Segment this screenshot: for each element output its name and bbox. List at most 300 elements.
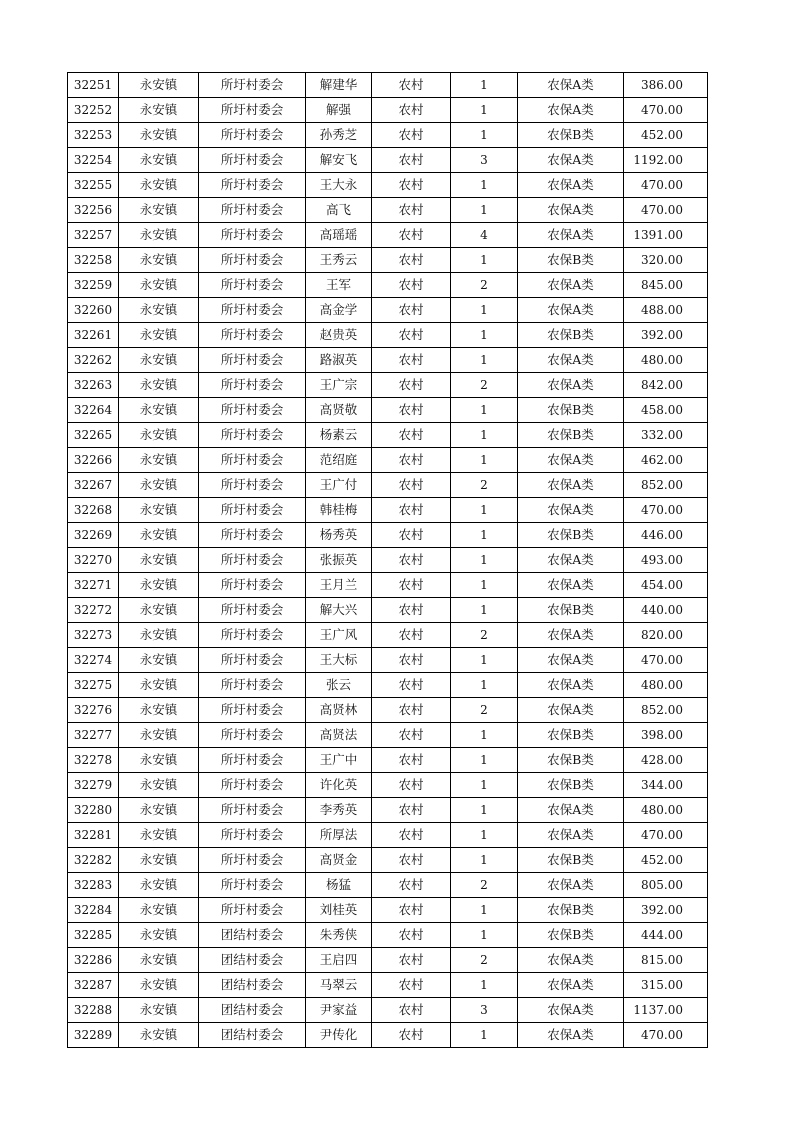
table-row [68,123,708,148]
person-name-cell: 朱秀侠 [306,923,372,948]
area-type-cell: 农村 [372,323,451,348]
record-id-cell: 32287 [68,973,119,998]
table-row [68,523,708,548]
insurance-category-cell: 农保B类 [518,523,624,548]
insurance-category-cell: 农保A类 [518,348,624,373]
household-count-cell: 2 [451,698,518,723]
town-cell: 永安镇 [119,748,199,773]
town-cell: 永安镇 [119,823,199,848]
insurance-category-cell: 农保A类 [518,173,624,198]
insurance-category-cell: 农保A类 [518,298,624,323]
amount-cell: 444.00 [624,923,708,948]
table-row [68,323,708,348]
town-cell: 永安镇 [119,673,199,698]
table-row [68,373,708,398]
insurance-category-cell: 农保A类 [518,273,624,298]
table-row [68,873,708,898]
village-committee-cell: 所圩村委会 [199,73,306,98]
village-committee-cell: 所圩村委会 [199,148,306,173]
town-cell: 永安镇 [119,273,199,298]
table-row [68,698,708,723]
area-type-cell: 农村 [372,373,451,398]
village-committee-cell: 团结村委会 [199,973,306,998]
area-type-cell: 农村 [372,73,451,98]
person-name-cell: 孙秀芝 [306,123,372,148]
insurance-category-cell: 农保A类 [518,798,624,823]
record-id-cell: 32258 [68,248,119,273]
amount-cell: 842.00 [624,373,708,398]
village-committee-cell: 所圩村委会 [199,673,306,698]
person-name-cell: 解建华 [306,73,372,98]
record-id-cell: 32276 [68,698,119,723]
area-type-cell: 农村 [372,398,451,423]
household-count-cell: 2 [451,623,518,648]
household-count-cell: 1 [451,923,518,948]
table-row [68,548,708,573]
record-id-cell: 32264 [68,398,119,423]
town-cell: 永安镇 [119,123,199,148]
person-name-cell: 王广中 [306,748,372,773]
village-committee-cell: 所圩村委会 [199,223,306,248]
amount-cell: 1137.00 [624,998,708,1023]
household-count-cell: 1 [451,598,518,623]
insurance-category-cell: 农保A类 [518,673,624,698]
town-cell: 永安镇 [119,923,199,948]
record-id-cell: 32286 [68,948,119,973]
table-row [68,73,708,98]
area-type-cell: 农村 [372,423,451,448]
area-type-cell: 农村 [372,523,451,548]
town-cell: 永安镇 [119,873,199,898]
area-type-cell: 农村 [372,148,451,173]
village-committee-cell: 所圩村委会 [199,523,306,548]
record-id-cell: 32281 [68,823,119,848]
table-row [68,798,708,823]
person-name-cell: 王广宗 [306,373,372,398]
household-count-cell: 1 [451,773,518,798]
table-row [68,923,708,948]
area-type-cell: 农村 [372,973,451,998]
table-row [68,898,708,923]
record-id-cell: 32273 [68,623,119,648]
ledger-body [68,73,708,1048]
insurance-category-cell: 农保A类 [518,873,624,898]
table-row [68,973,708,998]
person-name-cell: 高贤法 [306,723,372,748]
household-count-cell: 2 [451,948,518,973]
village-committee-cell: 所圩村委会 [199,823,306,848]
town-cell: 永安镇 [119,423,199,448]
insurance-category-cell: 农保B类 [518,598,624,623]
village-committee-cell: 所圩村委会 [199,98,306,123]
town-cell: 永安镇 [119,148,199,173]
insurance-category-cell: 农保B类 [518,773,624,798]
record-id-cell: 32274 [68,648,119,673]
person-name-cell: 王大标 [306,648,372,673]
record-id-cell: 32285 [68,923,119,948]
record-id-cell: 32277 [68,723,119,748]
record-id-cell: 32284 [68,898,119,923]
village-committee-cell: 所圩村委会 [199,623,306,648]
town-cell: 永安镇 [119,948,199,973]
record-id-cell: 32267 [68,473,119,498]
village-committee-cell: 所圩村委会 [199,348,306,373]
table-row [68,598,708,623]
amount-cell: 320.00 [624,248,708,273]
area-type-cell: 农村 [372,923,451,948]
household-count-cell: 1 [451,398,518,423]
household-count-cell: 1 [451,723,518,748]
person-name-cell: 王启四 [306,948,372,973]
table-row [68,248,708,273]
town-cell: 永安镇 [119,298,199,323]
insurance-category-cell: 农保A类 [518,948,624,973]
person-name-cell: 王秀云 [306,248,372,273]
amount-cell: 820.00 [624,623,708,648]
person-name-cell: 刘桂英 [306,898,372,923]
town-cell: 永安镇 [119,173,199,198]
table-row [68,448,708,473]
insurance-category-cell: 农保A类 [518,548,624,573]
table-row [68,423,708,448]
person-name-cell: 所厚法 [306,823,372,848]
person-name-cell: 马翠云 [306,973,372,998]
insurance-category-cell: 农保A类 [518,98,624,123]
town-cell: 永安镇 [119,523,199,548]
amount-cell: 458.00 [624,398,708,423]
table-row [68,223,708,248]
table-row [68,748,708,773]
village-committee-cell: 所圩村委会 [199,773,306,798]
village-committee-cell: 所圩村委会 [199,898,306,923]
insurance-category-cell: 农保B类 [518,723,624,748]
record-id-cell: 32251 [68,73,119,98]
household-count-cell: 1 [451,198,518,223]
table-row [68,673,708,698]
person-name-cell: 杨猛 [306,873,372,898]
area-type-cell: 农村 [372,298,451,323]
amount-cell: 470.00 [624,98,708,123]
record-id-cell: 32289 [68,1023,119,1048]
table-row [68,998,708,1023]
village-committee-cell: 所圩村委会 [199,498,306,523]
amount-cell: 428.00 [624,748,708,773]
amount-cell: 480.00 [624,798,708,823]
village-committee-cell: 所圩村委会 [199,648,306,673]
record-id-cell: 32283 [68,873,119,898]
area-type-cell: 农村 [372,548,451,573]
household-count-cell: 1 [451,123,518,148]
village-committee-cell: 所圩村委会 [199,723,306,748]
area-type-cell: 农村 [372,1023,451,1048]
town-cell: 永安镇 [119,448,199,473]
record-id-cell: 32262 [68,348,119,373]
amount-cell: 470.00 [624,648,708,673]
area-type-cell: 农村 [372,798,451,823]
amount-cell: 1192.00 [624,148,708,173]
town-cell: 永安镇 [119,973,199,998]
table-row [68,273,708,298]
person-name-cell: 王军 [306,273,372,298]
area-type-cell: 农村 [372,698,451,723]
table-row [68,398,708,423]
person-name-cell: 尹家益 [306,998,372,1023]
household-count-cell: 1 [451,448,518,473]
area-type-cell: 农村 [372,473,451,498]
amount-cell: 454.00 [624,573,708,598]
household-count-cell: 1 [451,573,518,598]
household-count-cell: 1 [451,673,518,698]
amount-cell: 1391.00 [624,223,708,248]
town-cell: 永安镇 [119,598,199,623]
insurance-category-cell: 农保A类 [518,148,624,173]
amount-cell: 815.00 [624,948,708,973]
insurance-category-cell: 农保B类 [518,323,624,348]
record-id-cell: 32288 [68,998,119,1023]
household-count-cell: 1 [451,748,518,773]
town-cell: 永安镇 [119,548,199,573]
amount-cell: 852.00 [624,473,708,498]
town-cell: 永安镇 [119,348,199,373]
insurance-category-cell: 农保B类 [518,923,624,948]
household-count-cell: 3 [451,998,518,1023]
household-count-cell: 1 [451,348,518,373]
record-id-cell: 32270 [68,548,119,573]
table-row [68,723,708,748]
area-type-cell: 农村 [372,448,451,473]
amount-cell: 488.00 [624,298,708,323]
household-count-cell: 1 [451,898,518,923]
village-committee-cell: 所圩村委会 [199,373,306,398]
household-count-cell: 1 [451,648,518,673]
insurance-category-cell: 农保A类 [518,573,624,598]
household-count-cell: 1 [451,173,518,198]
insurance-category-cell: 农保B类 [518,248,624,273]
area-type-cell: 农村 [372,123,451,148]
person-name-cell: 李秀英 [306,798,372,823]
insurance-category-cell: 农保B类 [518,123,624,148]
village-committee-cell: 所圩村委会 [199,273,306,298]
record-id-cell: 32279 [68,773,119,798]
town-cell: 永安镇 [119,473,199,498]
area-type-cell: 农村 [372,173,451,198]
town-cell: 永安镇 [119,198,199,223]
amount-cell: 493.00 [624,548,708,573]
town-cell: 永安镇 [119,773,199,798]
amount-cell: 470.00 [624,823,708,848]
insurance-category-cell: 农保A类 [518,998,624,1023]
person-name-cell: 韩桂梅 [306,498,372,523]
amount-cell: 398.00 [624,723,708,748]
town-cell: 永安镇 [119,498,199,523]
amount-cell: 386.00 [624,73,708,98]
town-cell: 永安镇 [119,798,199,823]
area-type-cell: 农村 [372,873,451,898]
town-cell: 永安镇 [119,373,199,398]
person-name-cell: 解安飞 [306,148,372,173]
amount-cell: 805.00 [624,873,708,898]
household-count-cell: 3 [451,148,518,173]
amount-cell: 470.00 [624,198,708,223]
person-name-cell: 张振英 [306,548,372,573]
village-committee-cell: 所圩村委会 [199,398,306,423]
insurance-category-cell: 农保A类 [518,198,624,223]
area-type-cell: 农村 [372,848,451,873]
village-committee-cell: 所圩村委会 [199,598,306,623]
insurance-category-cell: 农保B类 [518,848,624,873]
insurance-category-cell: 农保B类 [518,398,624,423]
insurance-category-cell: 农保A类 [518,973,624,998]
household-count-cell: 1 [451,323,518,348]
household-count-cell: 1 [451,973,518,998]
household-count-cell: 1 [451,823,518,848]
area-type-cell: 农村 [372,348,451,373]
record-id-cell: 32263 [68,373,119,398]
ledger-table [67,72,708,1048]
person-name-cell: 王广风 [306,623,372,648]
area-type-cell: 农村 [372,648,451,673]
town-cell: 永安镇 [119,898,199,923]
insurance-category-cell: 农保A类 [518,373,624,398]
record-id-cell: 32256 [68,198,119,223]
person-name-cell: 王广付 [306,473,372,498]
village-committee-cell: 所圩村委会 [199,798,306,823]
insurance-category-cell: 农保B类 [518,898,624,923]
amount-cell: 480.00 [624,673,708,698]
insurance-category-cell: 农保A类 [518,448,624,473]
person-name-cell: 高瑶瑶 [306,223,372,248]
village-committee-cell: 团结村委会 [199,1023,306,1048]
insurance-category-cell: 农保A类 [518,648,624,673]
person-name-cell: 高贤金 [306,848,372,873]
table-row [68,948,708,973]
person-name-cell: 许化英 [306,773,372,798]
amount-cell: 392.00 [624,323,708,348]
amount-cell: 452.00 [624,123,708,148]
household-count-cell: 1 [451,548,518,573]
town-cell: 永安镇 [119,998,199,1023]
town-cell: 永安镇 [119,848,199,873]
table-row [68,473,708,498]
table-row [68,98,708,123]
amount-cell: 470.00 [624,1023,708,1048]
area-type-cell: 农村 [372,723,451,748]
insurance-category-cell: 农保B类 [518,423,624,448]
amount-cell: 845.00 [624,273,708,298]
town-cell: 永安镇 [119,1023,199,1048]
village-committee-cell: 所圩村委会 [199,748,306,773]
person-name-cell: 解强 [306,98,372,123]
person-name-cell: 王月兰 [306,573,372,598]
record-id-cell: 32257 [68,223,119,248]
record-id-cell: 32272 [68,598,119,623]
person-name-cell: 高飞 [306,198,372,223]
table-row [68,573,708,598]
record-id-cell: 32259 [68,273,119,298]
record-id-cell: 32253 [68,123,119,148]
village-committee-cell: 团结村委会 [199,998,306,1023]
village-committee-cell: 所圩村委会 [199,573,306,598]
village-committee-cell: 所圩村委会 [199,448,306,473]
household-count-cell: 1 [451,498,518,523]
person-name-cell: 尹传化 [306,1023,372,1048]
person-name-cell: 范绍庭 [306,448,372,473]
village-committee-cell: 所圩村委会 [199,248,306,273]
insurance-category-cell: 农保A类 [518,498,624,523]
amount-cell: 440.00 [624,598,708,623]
record-id-cell: 32280 [68,798,119,823]
household-count-cell: 1 [451,798,518,823]
household-count-cell: 1 [451,848,518,873]
area-type-cell: 农村 [372,673,451,698]
village-committee-cell: 所圩村委会 [199,123,306,148]
amount-cell: 470.00 [624,498,708,523]
household-count-cell: 1 [451,248,518,273]
town-cell: 永安镇 [119,723,199,748]
area-type-cell: 农村 [372,948,451,973]
person-name-cell: 杨秀英 [306,523,372,548]
household-count-cell: 2 [451,473,518,498]
area-type-cell: 农村 [372,248,451,273]
insurance-category-cell: 农保A类 [518,1023,624,1048]
insurance-category-cell: 农保A类 [518,473,624,498]
table-row [68,648,708,673]
village-committee-cell: 所圩村委会 [199,198,306,223]
household-count-cell: 1 [451,73,518,98]
amount-cell: 470.00 [624,173,708,198]
person-name-cell: 王大永 [306,173,372,198]
table-row [68,773,708,798]
village-committee-cell: 所圩村委会 [199,848,306,873]
record-id-cell: 32265 [68,423,119,448]
area-type-cell: 农村 [372,598,451,623]
household-count-cell: 1 [451,298,518,323]
record-id-cell: 32268 [68,498,119,523]
insurance-category-cell: 农保A类 [518,698,624,723]
amount-cell: 462.00 [624,448,708,473]
area-type-cell: 农村 [372,198,451,223]
amount-cell: 344.00 [624,773,708,798]
record-id-cell: 32255 [68,173,119,198]
insurance-category-cell: 农保A类 [518,223,624,248]
table-row [68,173,708,198]
table-row [68,198,708,223]
record-id-cell: 32266 [68,448,119,473]
table-row [68,348,708,373]
village-committee-cell: 所圩村委会 [199,873,306,898]
insurance-category-cell: 农保A类 [518,823,624,848]
area-type-cell: 农村 [372,748,451,773]
table-row [68,848,708,873]
amount-cell: 315.00 [624,973,708,998]
area-type-cell: 农村 [372,273,451,298]
village-committee-cell: 团结村委会 [199,948,306,973]
area-type-cell: 农村 [372,773,451,798]
person-name-cell: 高金学 [306,298,372,323]
person-name-cell: 赵贵英 [306,323,372,348]
person-name-cell: 高贤林 [306,698,372,723]
record-id-cell: 32282 [68,848,119,873]
area-type-cell: 农村 [372,623,451,648]
town-cell: 永安镇 [119,698,199,723]
record-id-cell: 32269 [68,523,119,548]
person-name-cell: 解大兴 [306,598,372,623]
table-row [68,823,708,848]
amount-cell: 392.00 [624,898,708,923]
village-committee-cell: 所圩村委会 [199,298,306,323]
amount-cell: 332.00 [624,423,708,448]
table-row [68,498,708,523]
